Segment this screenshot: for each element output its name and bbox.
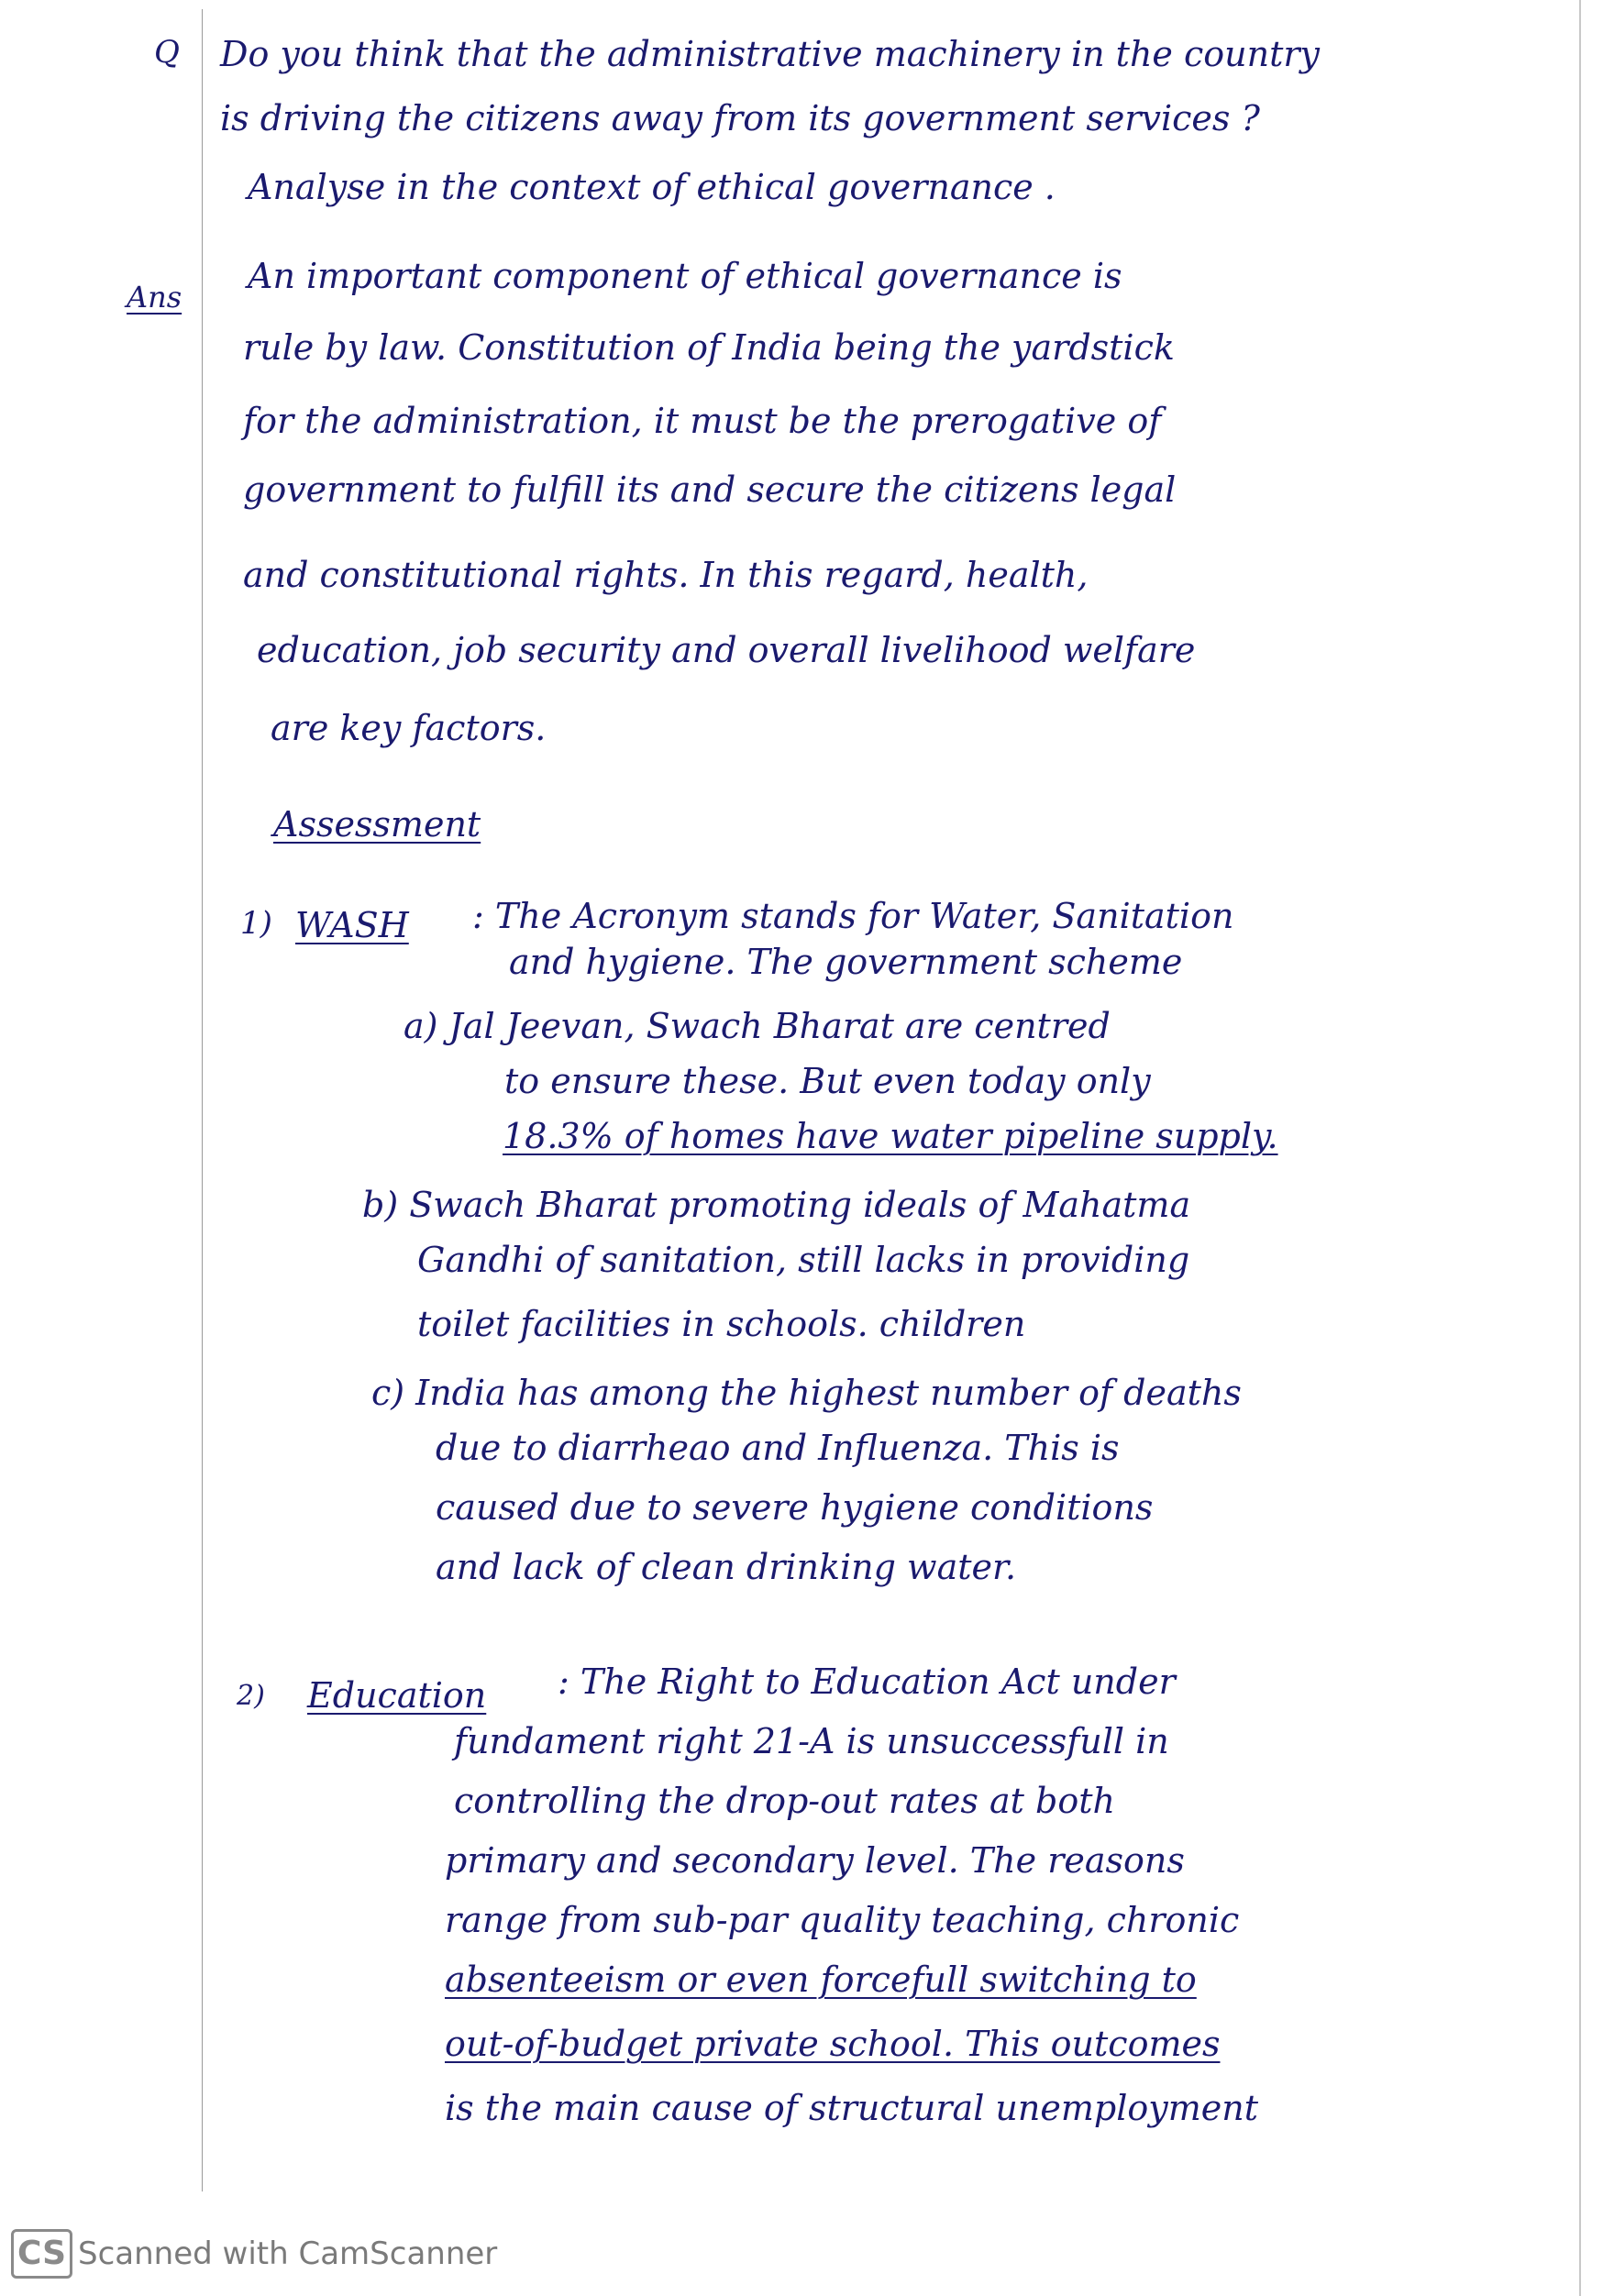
section-2-line-7: out-of-budget private school. This outcomes — [445, 2024, 1221, 2064]
section-1-line-10: due to diarrheao and Influenza. This is — [436, 1428, 1120, 1468]
camscanner-text: Scanned with CamScanner — [78, 2235, 498, 2272]
intro-line-6: education, job security and overall livelihood welfare — [257, 630, 1196, 670]
section-2-title: Education — [307, 1675, 487, 1716]
intro-line-5: and constitutional rights. In this regard, health, — [243, 555, 1089, 595]
section-2-number: 2) — [237, 1680, 265, 1712]
section-1-line-11: caused due to severe hygiene conditions — [436, 1487, 1154, 1528]
section-2-line-6: absenteeism or even forcefull switching to — [445, 1959, 1197, 2000]
section-2-line-3: controlling the drop-out rates at both — [454, 1781, 1115, 1821]
section-1-line-9: c) India has among the highest number of deaths — [371, 1373, 1242, 1413]
section-2-line-2: fundament right 21-A is unsuccessfull in — [454, 1721, 1169, 1761]
assessment-heading: Assessment — [273, 804, 481, 844]
question-marker: Q — [154, 34, 180, 71]
intro-line-1: An important component of ethical governance is — [248, 256, 1122, 296]
section-2-line-4: primary and secondary level. The reasons — [445, 1840, 1185, 1881]
section-1-number: 1) — [240, 905, 272, 942]
page-edge — [1579, 0, 1581, 2296]
question-line-1: Do you think that the administrative machinery in the country — [220, 34, 1321, 74]
answer-marker: Ans — [127, 280, 182, 315]
section-1-line-1: : The Acronym stands for Water, Sanitation — [472, 896, 1234, 936]
section-2-line-1: : The Right to Education Act under — [558, 1661, 1176, 1702]
intro-line-3: for the administration, it must be the prerogative of — [243, 401, 1162, 441]
section-1-line-7: Gandhi of sanitation, still lacks in providing — [417, 1240, 1190, 1280]
margin-line — [202, 9, 203, 2191]
section-2-line-5: range from sub-par quality teaching, chronic — [445, 1900, 1240, 1940]
section-1-line-4: to ensure these. But even today only — [504, 1061, 1151, 1101]
section-1-line-8: toilet facilities in schools. children — [417, 1304, 1026, 1344]
section-1-line-6: b) Swach Bharat promoting ideals of Mahatma — [362, 1185, 1191, 1225]
question-line-3: Analyse in the context of ethical governance . — [248, 167, 1056, 207]
camscanner-watermark — [11, 2226, 497, 2281]
intro-line-4: government to fulfill its and secure the citizens legal — [243, 469, 1177, 510]
question-line-2: is driving the citizens away from its government services ? — [220, 98, 1260, 138]
section-1-title: WASH — [295, 905, 409, 945]
section-1-line-12: and lack of clean drinking water. — [436, 1547, 1017, 1587]
section-1-line-5: 18.3% of homes have water pipeline supply. — [503, 1116, 1278, 1156]
section-1-line-3: a) Jal Jeevan, Swach Bharat are centred — [404, 1006, 1111, 1046]
intro-line-7: are key factors. — [271, 708, 547, 748]
section-1-line-2: and hygiene. The government scheme — [509, 942, 1183, 982]
section-2-line-8: is the main cause of structural unemployment — [445, 2088, 1258, 2128]
intro-line-2: rule by law. Constitution of India being the yardstick — [243, 327, 1175, 368]
camscanner-logo: CS — [11, 2229, 72, 2279]
